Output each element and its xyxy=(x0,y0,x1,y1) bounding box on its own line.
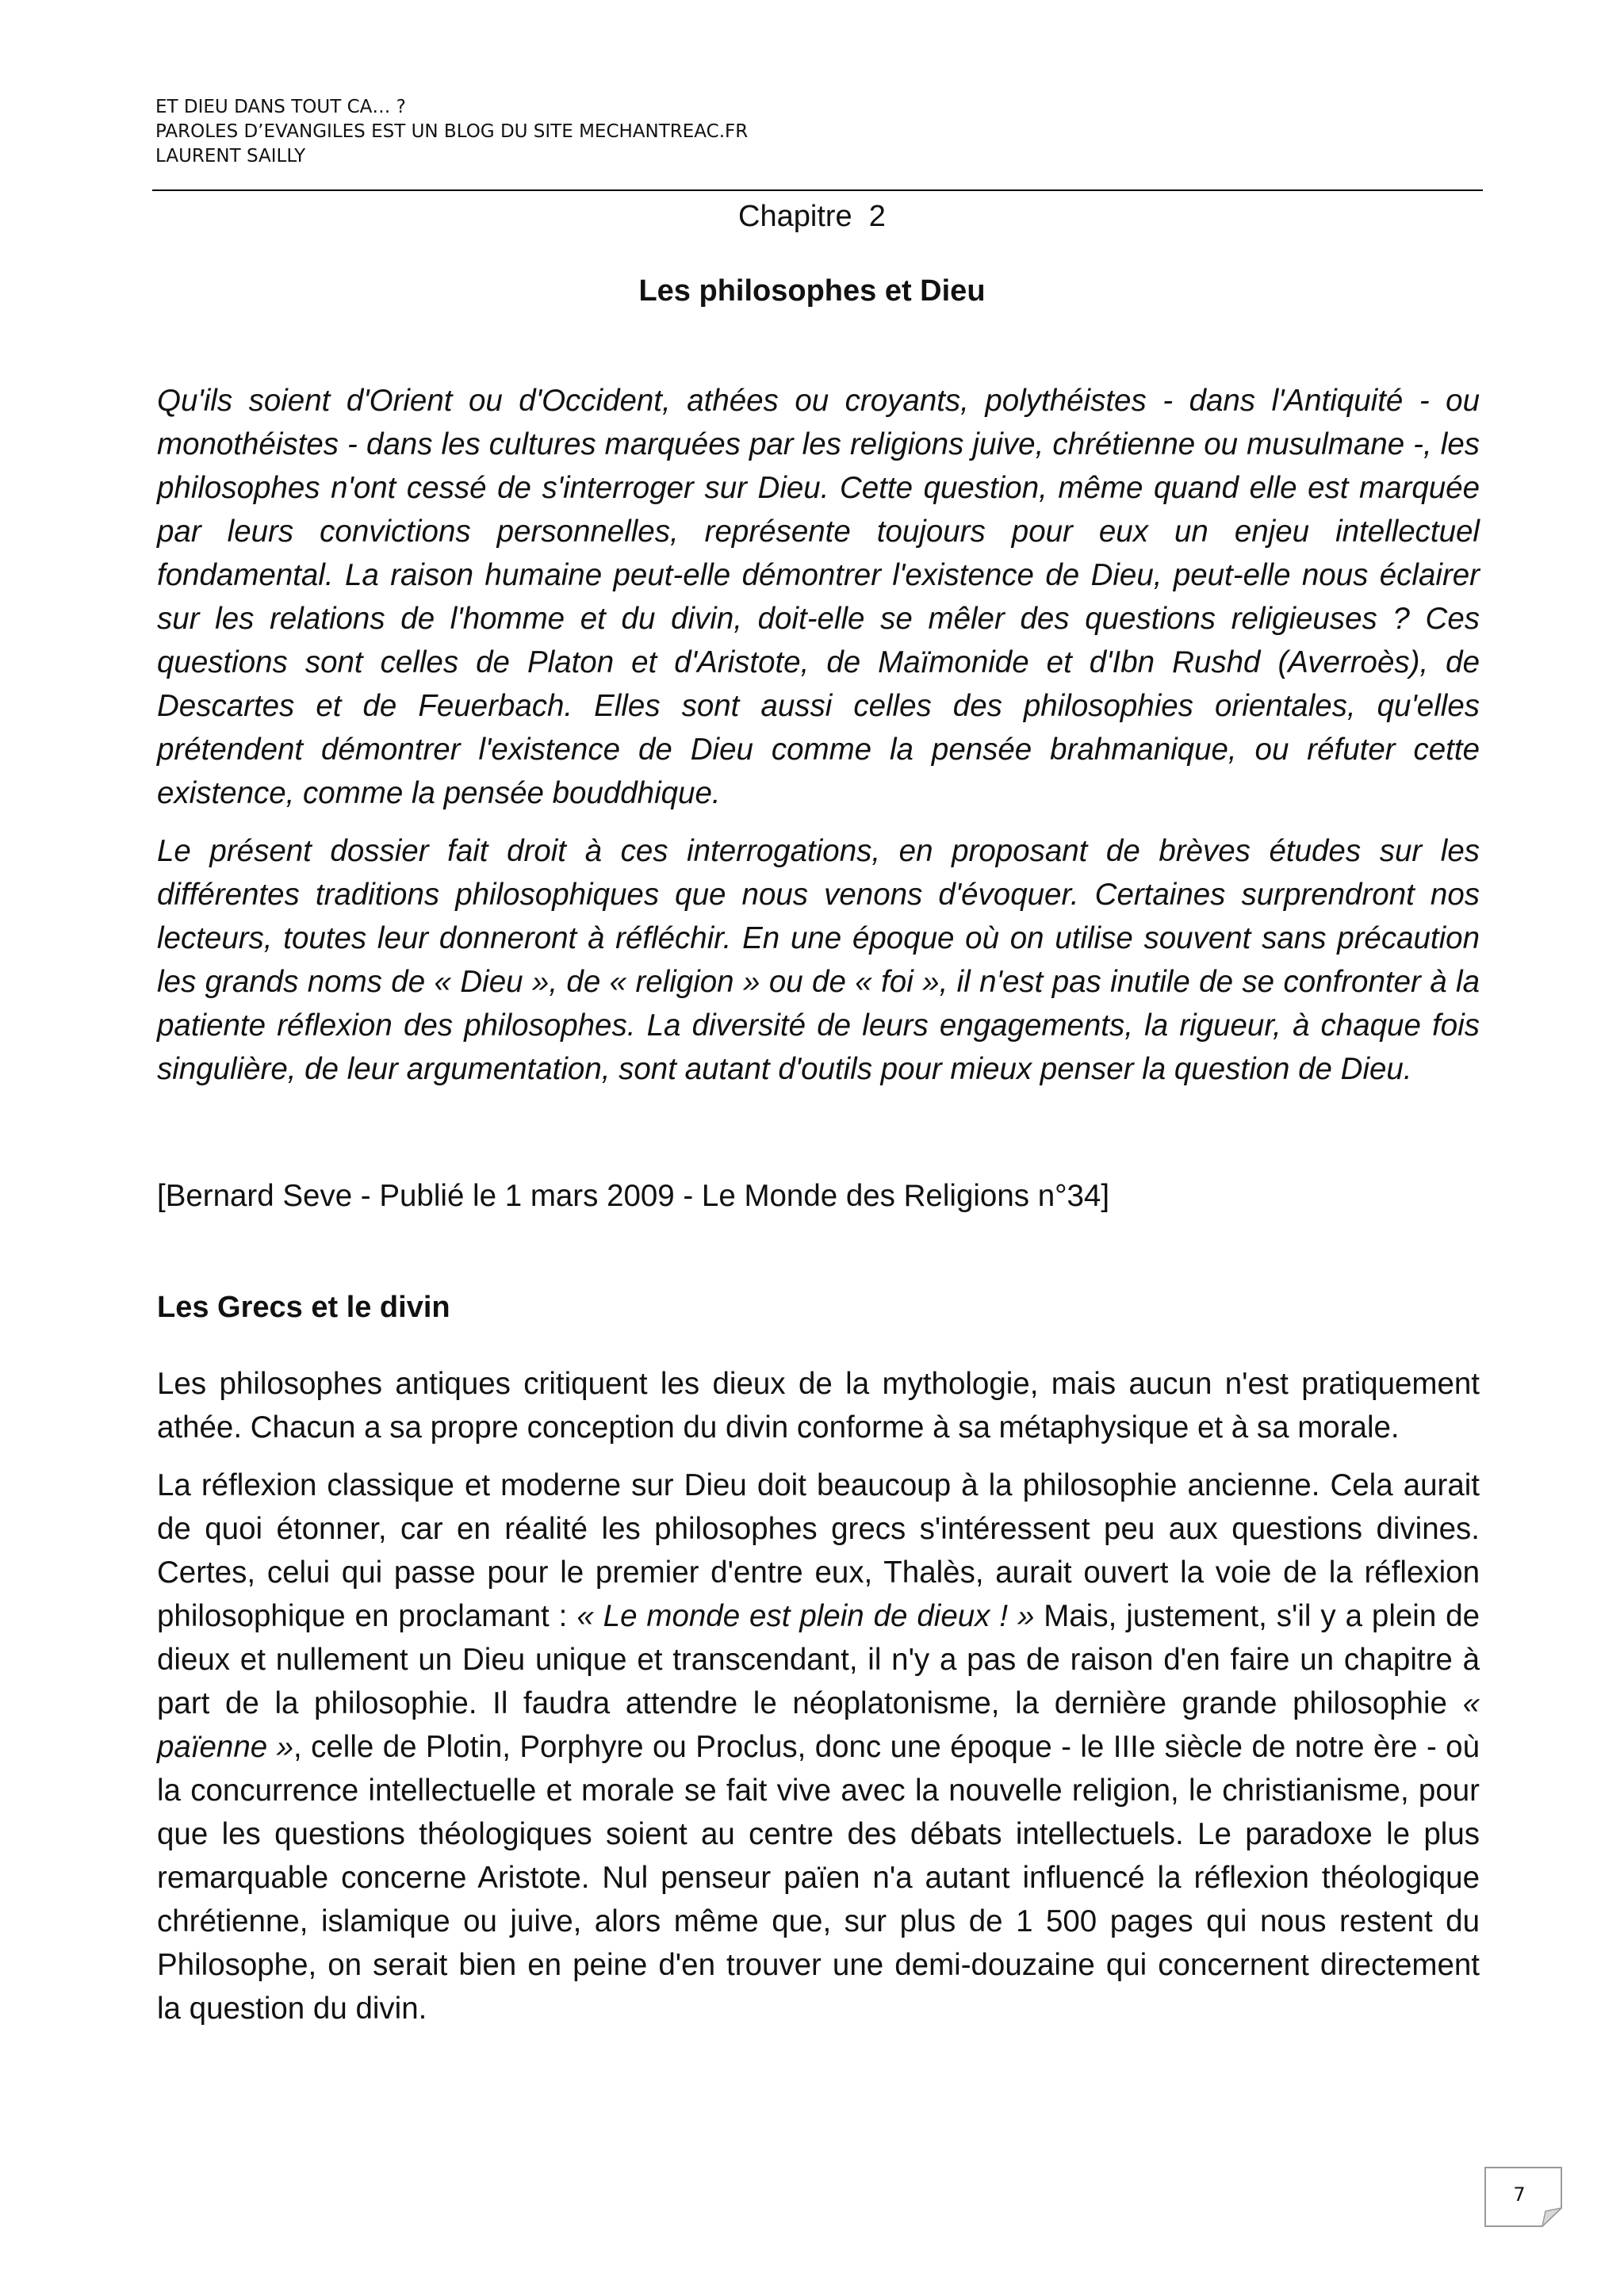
quote-thales: « Le monde est plein de dieux ! » xyxy=(576,1599,1035,1633)
intro-paragraph: Le présent dossier fait droit à ces interrogations, en proposant de brèves études sur les différentes traditions philosophiques que nous venons d'évoquer. Certaines surprendront nos lecteurs, toutes leur donneront à réfléchir. En une époque où on utilise souvent sans précaution les grands noms de « Dieu », de « religion » ou de « foi », il n'est pas inutile de se confronter à la patiente réflexion des philosophes. La diversité de leurs engagements, la rigueur, à chaque fois singulière, de leur argumentation, sont autant d'outils pour mieux penser la question de Dieu. xyxy=(157,834,1480,1086)
text-run: Mais, justement, s'il y a plein de dieux et nullement un Dieu unique et transcendant, il n'y a pas de raison d'en faire un chapitre à part de la philosophie. Il faudra attendre le néoplatonisme, la dernière grande philosophie xyxy=(157,1599,1480,1720)
running-header xyxy=(155,95,1483,169)
section-paragraph: Les philosophes antiques critiquent les dieux de la mythologie, mais aucun n'est pratiquement athée. Chacun a sa propre conception du divin conforme à sa métaphysique et à sa morale. xyxy=(157,1367,1480,1445)
section-paragraph xyxy=(157,1464,1480,2030)
section-heading: Les Grecs et le divin xyxy=(157,1291,450,1324)
intro-block xyxy=(157,379,1480,1091)
chapter-title: Les philosophes et Dieu xyxy=(638,274,986,308)
header-line-author: LAURENT SAILLY xyxy=(155,146,306,166)
chapter-label: Chapitre 2 xyxy=(738,200,886,233)
text-run: , celle de Plotin, Porphyre ou Proclus, donc une époque - le IIIe siècle de notre ère - où la concurrence intellectuelle et morale se fait vive avec la nouvelle religion, le christianisme, pour que les questions théologiques soient au centre des débats intellectuels. Le paradoxe le plus remarquable concerne Aristote. Nul penseur païen n'a autant influencé la réflexion théologique chrétienne, islamique ou juive, alors même que, sur plus de 1 500 pages qui nous restent du Philosophe, on serait bien en peine d'en trouver une demi-douzaine qui concernent directement la question du divin. xyxy=(157,1730,1480,2026)
citation-text: [Bernard Seve - Publié le 1 mars 2009 - Le Monde des Religions n°34] xyxy=(157,1179,1110,1213)
section-body xyxy=(157,1362,1480,2030)
page-number: 7 xyxy=(1513,2183,1526,2206)
intro-paragraph: Qu'ils soient d'Orient ou d'Occident, athées ou croyants, polythéistes - dans l'Antiquité - ou monothéistes - dans les cultures marquées par les religions juive, chrétienne ou musulmane -, les philosophes n'ont cessé de s'interroger sur Dieu. Cette question, même quand elle est marquée par leurs convictions personnelles, représente toujours pour eux un enjeu intellectuel fondamental. La raison humaine peut-elle démontrer l'existence de Dieu, peut-elle nous éclairer sur les relations de l'homme et du divin, doit-elle se mêler des questions religieuses ? Ces questions sont celles de Platon et d'Aristote, de Maïmonide et d'Ibn Rushd (Averroès), de Descartes et de Feuerbach. Elles sont aussi celles des philosophies orientales, qu'elles prétendent démontrer l'existence de Dieu comme la pensée brahmanique, ou réfuter cette existence, comme la pensée bouddhique. xyxy=(157,384,1480,810)
header-line-blog: PAROLES D’EVANGILES EST UN BLOG DU SITE MECHANTREAC.FR xyxy=(155,121,749,142)
quote-paienne: « païenne » xyxy=(157,1686,1480,1764)
text-run: La réflexion classique et moderne sur Dieu doit beaucoup à la philosophie ancienne. Cela aurait de quoi étonner, car en réalité les philosophes grecs s'intéressent peu aux questions divines. Certes, celui qui passe pour le premier d'entre eux, Thalès, aurait ouvert la voie de la réflexion philosophique en proclamant : xyxy=(157,1468,1480,1633)
source-citation xyxy=(157,1174,1480,1218)
header-line-title: ET DIEU DANS TOUT CA… ? xyxy=(155,97,406,117)
header-divider xyxy=(152,189,1483,191)
